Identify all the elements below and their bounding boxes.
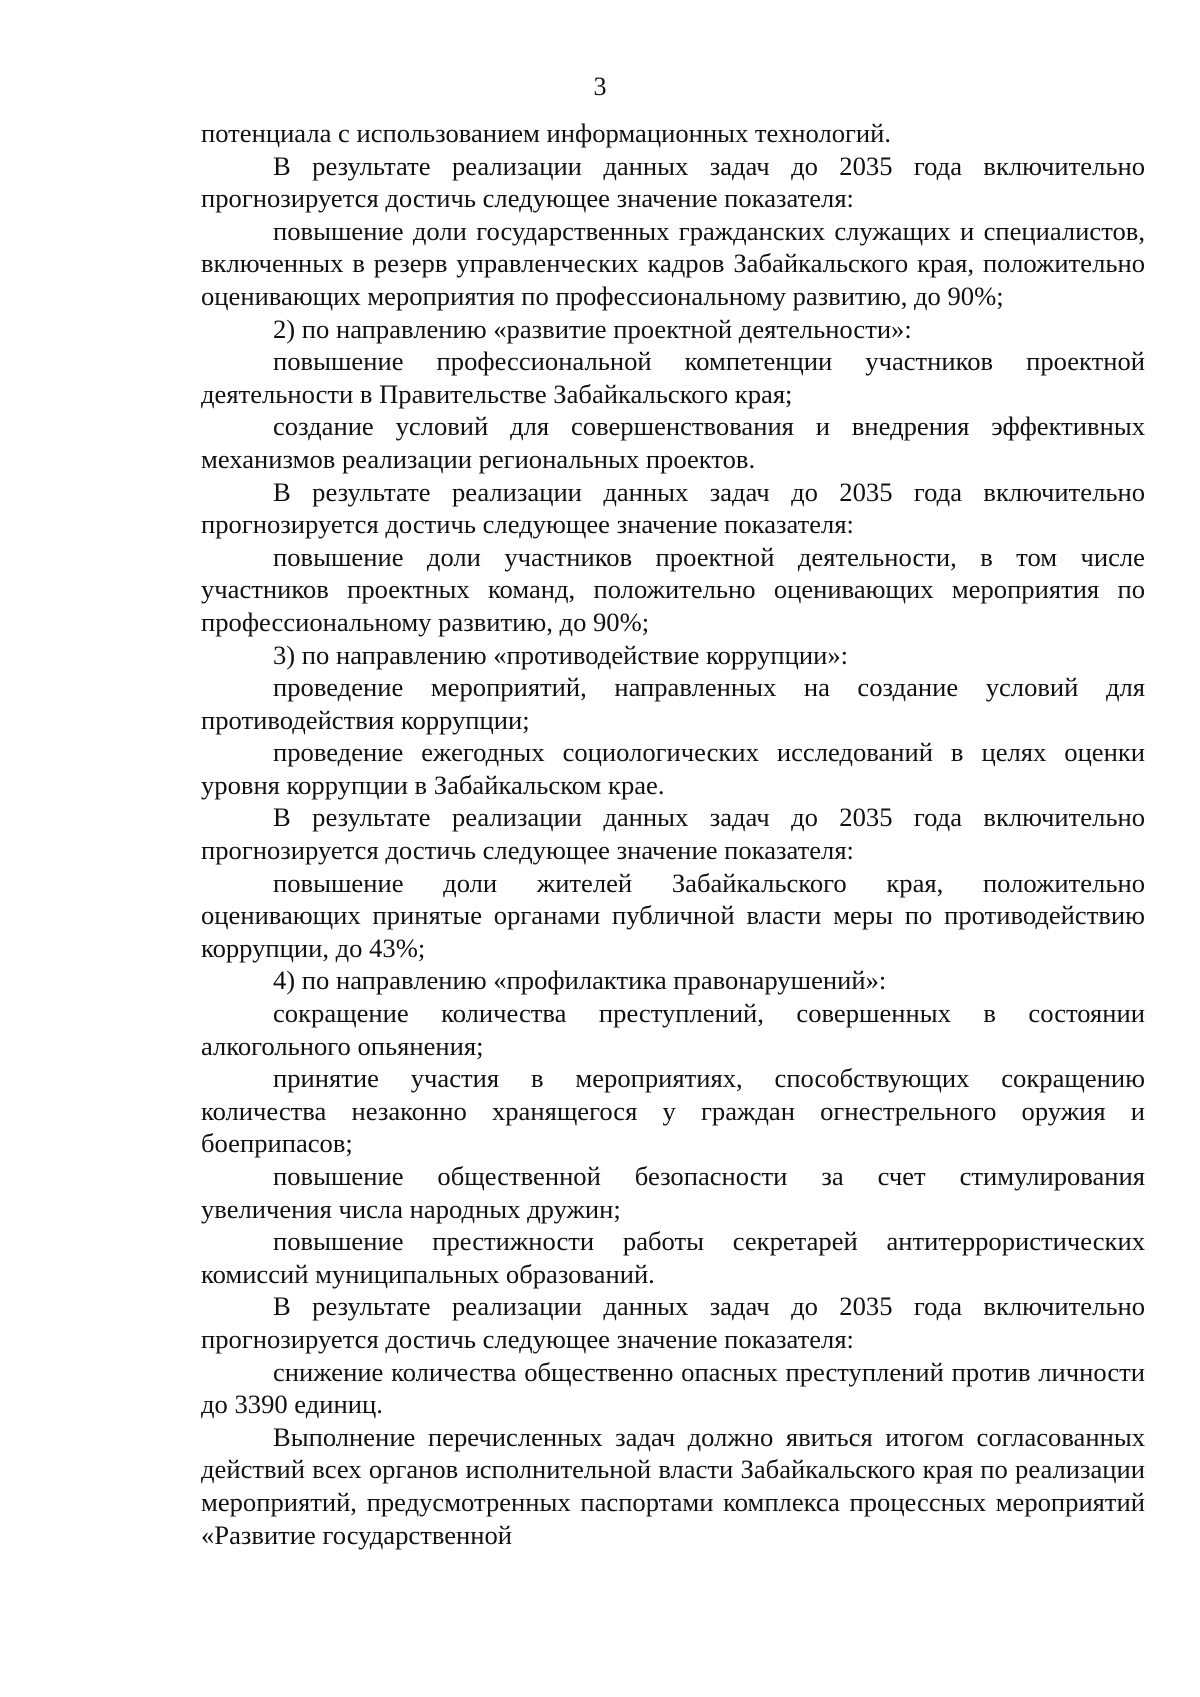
page-number: 3	[593, 72, 607, 101]
paragraph: Выполнение перечисленных задач должно явиться итогом согласованных действий всех органов исполнительной власти Забайкальского края по реализации мероприятий, предусмотренных паспортами комплекса процессных мероприятий «Развитие государственной	[201, 1421, 1145, 1550]
paragraph: повышение общественной безопасности за счет стимулирования увеличения числа народных дружин;	[201, 1161, 1145, 1224]
paragraph: сокращение количества преступлений, совершенных в состоянии алкогольного опьянения;	[201, 998, 1145, 1061]
paragraph: проведение мероприятий, направленных на создание условий для противодействия коррупции;	[201, 672, 1145, 735]
paragraph: В результате реализации данных задач до 2035 года включительно прогнозируется достичь следующее значение показателя:	[201, 1291, 1145, 1354]
document-body	[201, 117, 1145, 1551]
paragraph: 3) по направлению «противодействие коррупции»:	[273, 639, 849, 670]
paragraph: проведение ежегодных социологических исследований в целях оценки уровня коррупции в Забайкальском крае.	[201, 737, 1145, 800]
paragraph: 4) по направлению «профилактика правонарушений»:	[273, 965, 887, 996]
paragraph: В результате реализации данных задач до 2035 года включительно прогнозируется достичь следующее значение показателя:	[201, 150, 1145, 214]
paragraph: создание условий для совершенствования и внедрения эффективных механизмов реализации региональных проектов.	[201, 411, 1145, 474]
paragraph: В результате реализации данных задач до 2035 года включительно прогнозируется достичь следующее значение показателя:	[201, 476, 1145, 540]
paragraph: повышение профессиональной компетенции участников проектной деятельности в Правительстве Забайкальского края;	[201, 346, 1145, 409]
paragraph: 2) по направлению «развитие проектной деятельности»:	[273, 313, 912, 344]
paragraph: повышение доли участников проектной деятельности, в том числе участников проектных команд, положительно оценивающих мероприятия по профессиональному развитию, до 90%;	[201, 541, 1145, 637]
paragraph: потенциала с использованием информационных технологий.	[201, 118, 892, 148]
paragraph: повышение престижности работы секретарей антитеррористических комиссий муниципальных образований.	[201, 1226, 1145, 1289]
paragraph: снижение количества общественно опасных преступлений против личности до 3390 единиц.	[201, 1356, 1145, 1420]
paragraph: В результате реализации данных задач до 2035 года включительно прогнозируется достичь следующее значение показателя:	[201, 802, 1145, 866]
paragraph: повышение доли государственных гражданских служащих и специалистов, включенных в резерв управленческих кадров Забайкальского края, положительно оценивающих мероприятия по профессиональному развитию, до 90%;	[201, 215, 1145, 311]
paragraph: принятие участия в мероприятиях, способствующих сокращению количества незаконно хранящегося у граждан огнестрельного оружия и боеприпасов;	[201, 1063, 1145, 1159]
paragraph: повышение доли жителей Забайкальского края, положительно оценивающих принятые органами публичной власти меры по противодействию коррупции, до 43%;	[201, 867, 1145, 963]
